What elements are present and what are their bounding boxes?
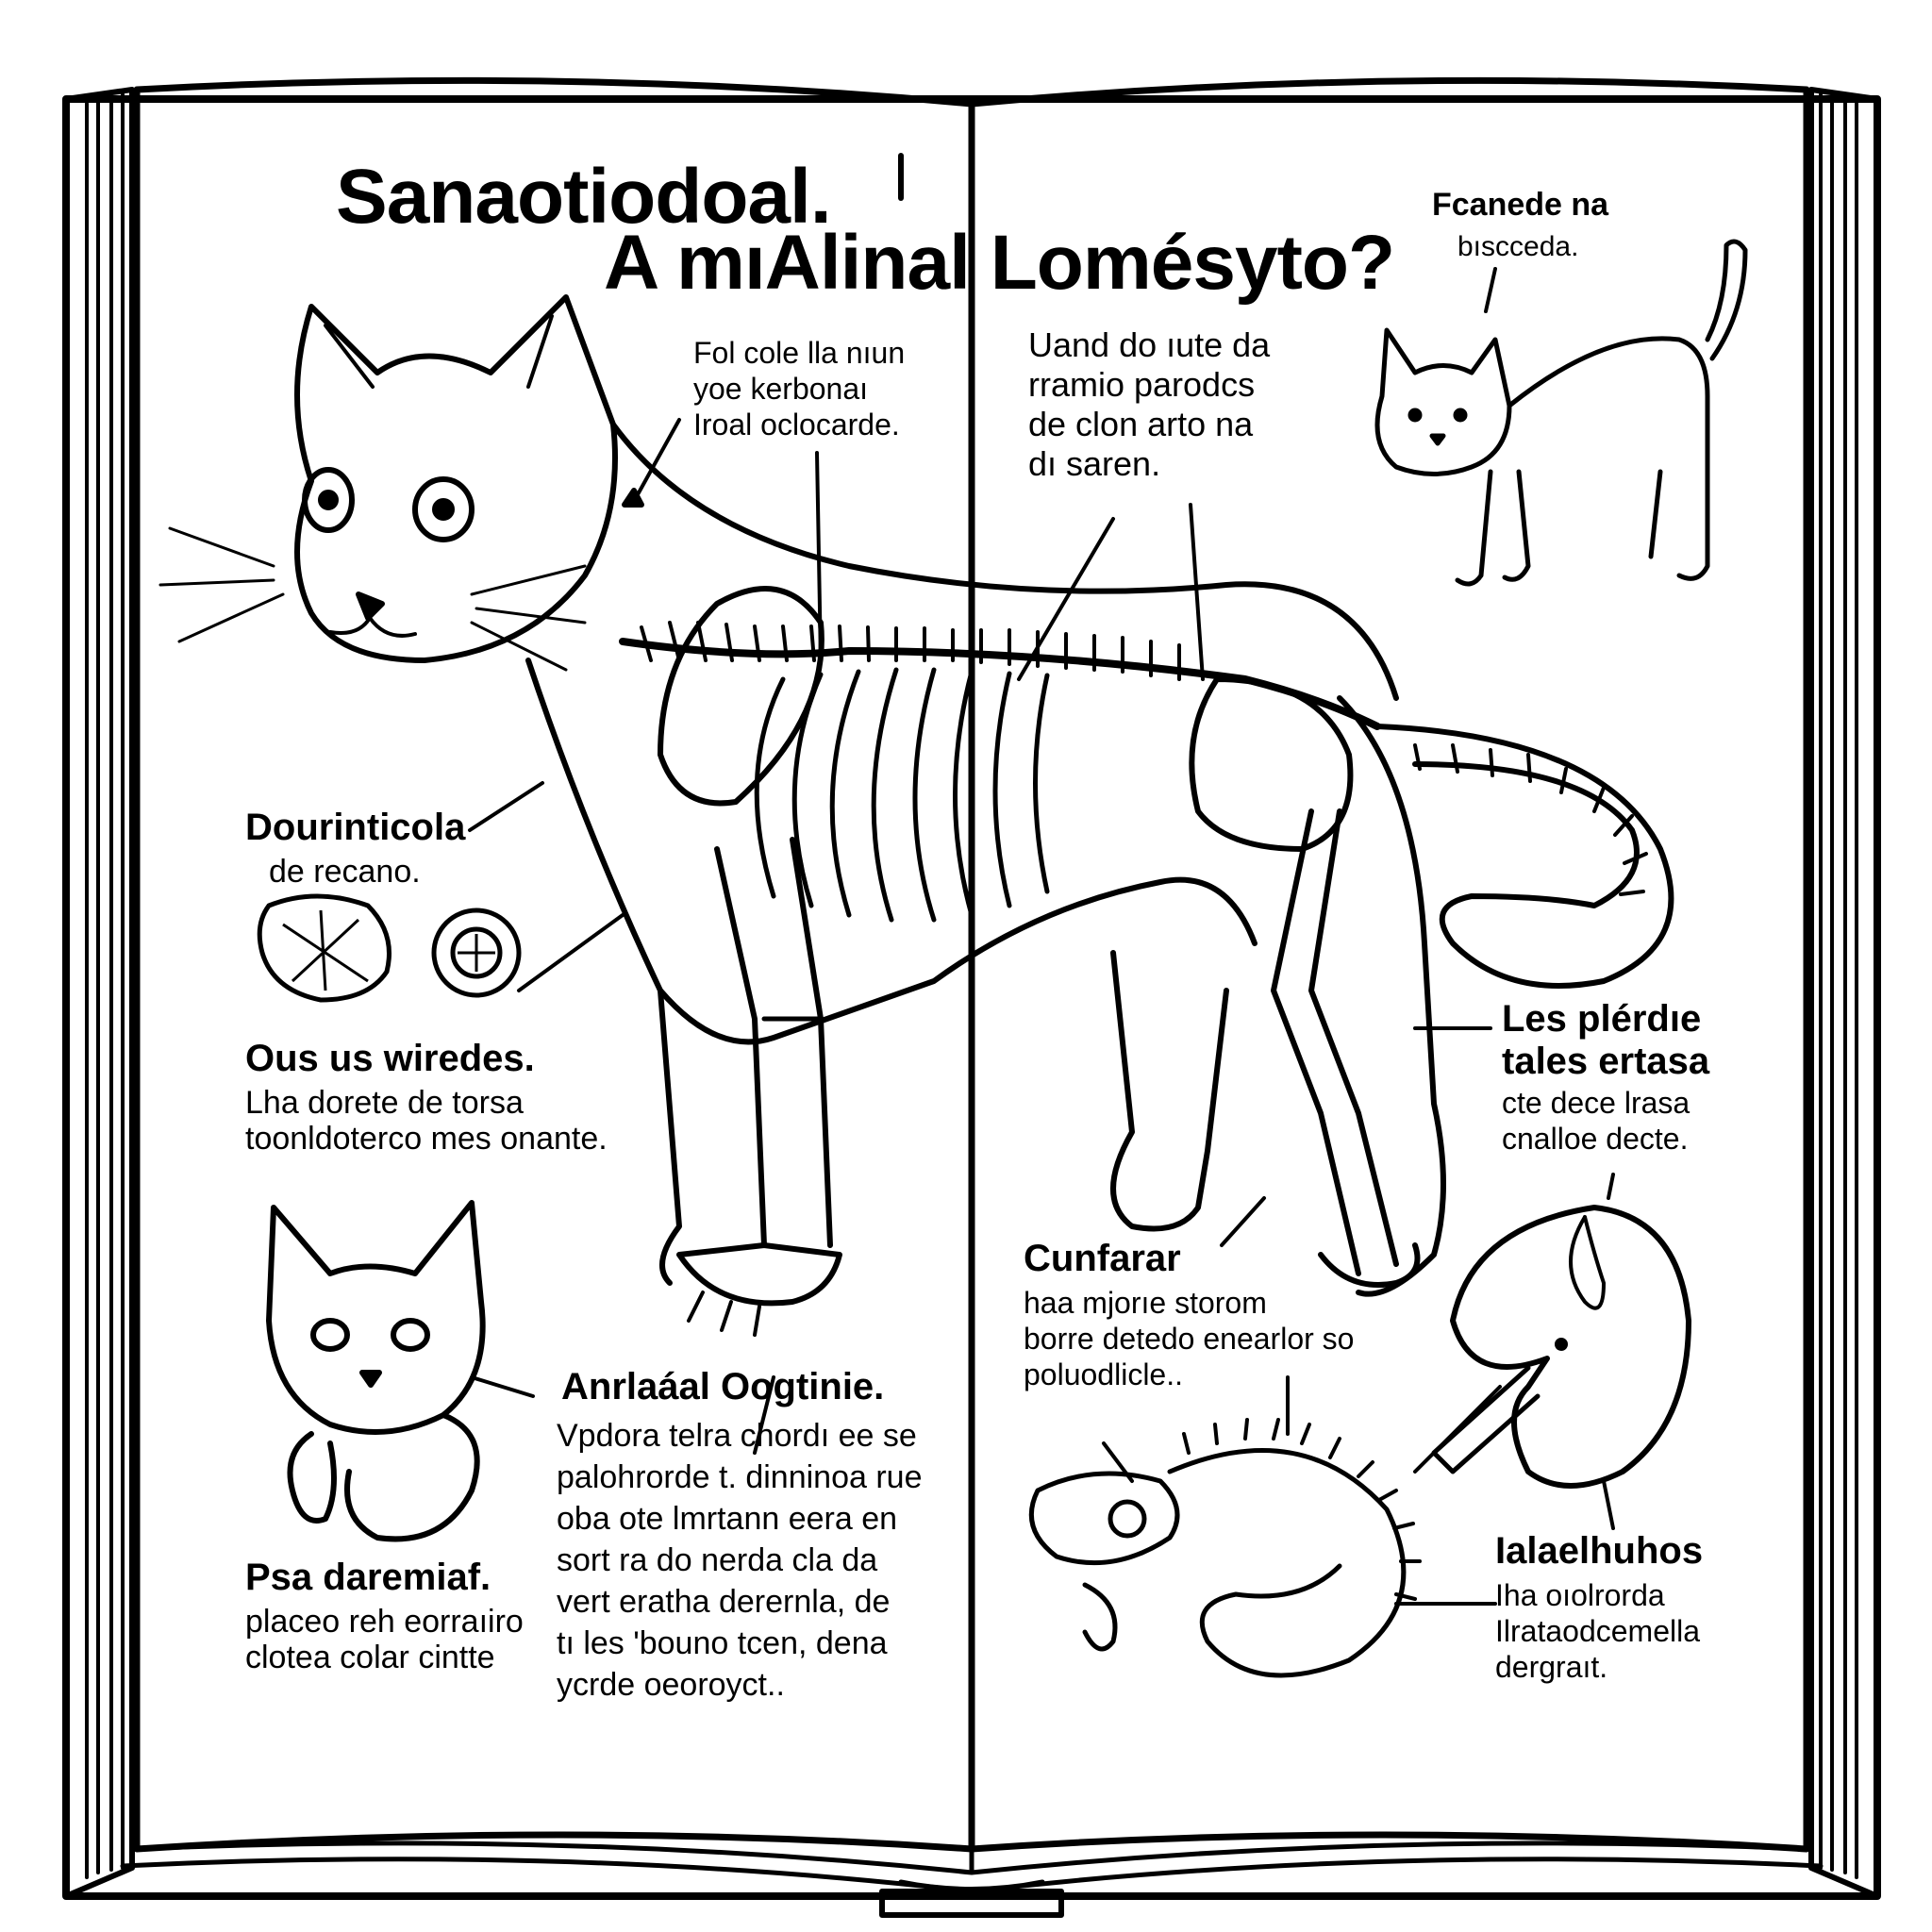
label-cat-head: Fcanede na [1432,187,1609,223]
label-line: Lha dorete de torsa [245,1085,524,1121]
label-line: placeo reh eorraıiro [245,1604,524,1640]
label-center-head: Anrlaáal Oogtinie. [561,1366,885,1407]
label-right-mid-head: Cunfarar [1024,1238,1181,1279]
label-left-3-body [245,1604,524,1675]
organ-icon [1415,1174,1689,1528]
label-line: Iha oıolrorda [1495,1578,1665,1612]
label-center-body [557,1415,923,1706]
label-line: clotea colar cintte [245,1640,495,1675]
label-line: haa mjorıe storom [1024,1286,1267,1320]
label-line: toonldoterco mes onante. [245,1121,608,1157]
label-line: Uand do ıute da [1028,325,1271,364]
label-right-1-head [1502,998,1709,1083]
page-title-line1: Sanaotiodoal. [336,154,831,240]
cross-section-icon [259,896,519,1000]
label-line: poluodlicle.. [1024,1357,1183,1391]
creature-skeleton-icon [1031,1377,1495,1675]
label-line: Ilrataodcemella [1495,1614,1700,1648]
label-left-2-head: Ous us wiredes. [245,1038,535,1079]
label-right-mid-body [1024,1285,1354,1392]
label-left-1-head: Dourinticola [245,807,466,848]
label-line: tales ertasa [1502,1041,1710,1082]
label-cat-body: bıscceda. [1457,231,1579,262]
label-right-2-head: Ialaelhuhos [1495,1530,1704,1572]
label-line: ycrde oeoroyct.. [557,1667,785,1703]
label-line: yoe kerbonaı [693,372,869,406]
label-left-3-head: Psa daremiaf. [245,1557,491,1598]
label-right-1-body [1502,1085,1690,1157]
label-left-2-body [245,1085,608,1157]
label-left-1-body: de recano. [269,854,421,890]
label-line: sort ra do nerda cla da [557,1542,878,1578]
label-line: vert eratha derernla, de [557,1584,891,1620]
label-line: rramio parodcs [1028,365,1256,404]
label-line: oba ote lmrtann eera en [557,1501,898,1537]
label-line: palohrorde t. dinninoa rue [557,1459,923,1495]
standing-cat-icon [1377,242,1745,584]
label-line: Fol cole lla nıun [693,336,906,370]
label-line: Les plérdıe [1502,998,1702,1040]
page-title-line2: A mıAlinal Lomésyto? [604,220,1395,306]
label-line: dı saren. [1028,444,1161,483]
label-line: cnalloe decte. [1502,1122,1689,1156]
label-line: dergraıt. [1495,1650,1608,1684]
label-right-2-body [1495,1577,1700,1685]
label-line: Vpdora telra chordı ee se [557,1418,917,1454]
label-top-right [1028,325,1270,484]
cat-head-icon [269,1203,533,1539]
label-line: tı les 'bouno tcen, dena [557,1625,888,1661]
label-line: cte dece lrasa [1502,1086,1690,1120]
label-line: Iroal oclocarde. [693,408,900,441]
label-top-center [693,335,905,442]
label-line: de clon arto na [1028,405,1254,443]
label-line: borre detedo enearlor so [1024,1322,1355,1356]
